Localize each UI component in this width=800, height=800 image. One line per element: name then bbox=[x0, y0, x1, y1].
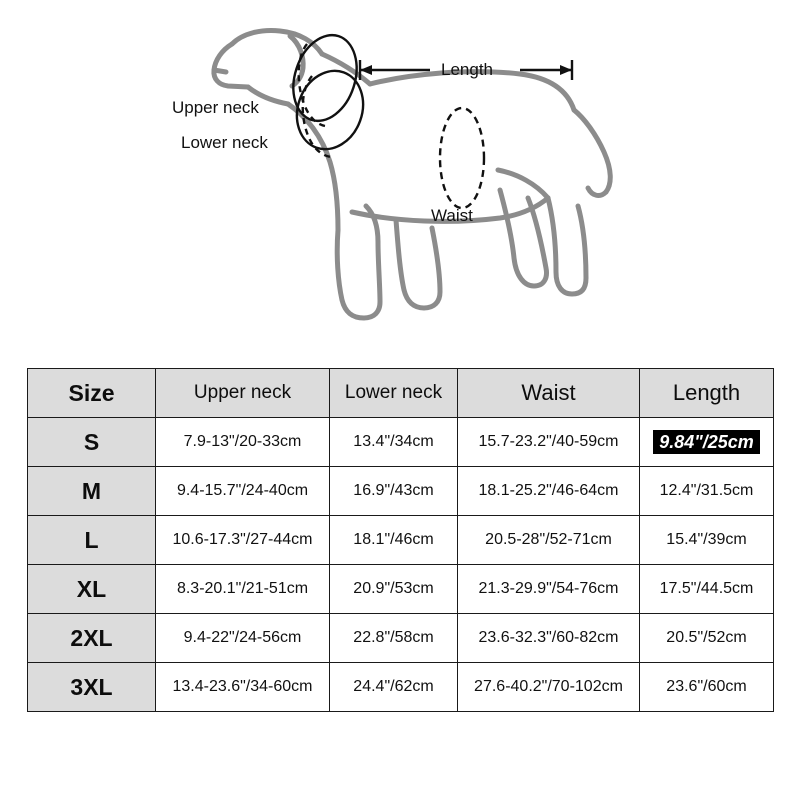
label-waist: Waist bbox=[431, 206, 473, 225]
cell-length: 12.4"/31.5cm bbox=[640, 467, 774, 516]
table-row bbox=[28, 663, 774, 712]
label-lower-neck: Lower neck bbox=[181, 133, 268, 152]
label-upper-neck: Upper neck bbox=[172, 98, 259, 117]
cell-waist: 23.6-32.3"/60-82cm bbox=[458, 614, 640, 663]
table-row bbox=[28, 614, 774, 663]
cell-length: 23.6"/60cm bbox=[640, 663, 774, 712]
header-size: Size bbox=[28, 369, 156, 418]
cell-waist: 21.3-29.9"/54-76cm bbox=[458, 565, 640, 614]
cell-waist: 18.1-25.2"/46-64cm bbox=[458, 467, 640, 516]
table-row bbox=[28, 418, 774, 467]
header-waist: Waist bbox=[458, 369, 640, 418]
cell-lower-neck: 13.4"/34cm bbox=[330, 418, 458, 467]
cell-lower-neck: 20.9"/53cm bbox=[330, 565, 458, 614]
cell-size: XL bbox=[28, 565, 156, 614]
cell-lower-neck: 22.8"/58cm bbox=[330, 614, 458, 663]
cell-upper-neck: 7.9-13"/20-33cm bbox=[156, 418, 330, 467]
cell-upper-neck: 9.4-22"/24-56cm bbox=[156, 614, 330, 663]
length-highlight: 9.84"/25cm bbox=[653, 430, 760, 455]
cell-lower-neck: 24.4"/62cm bbox=[330, 663, 458, 712]
cell-size: M bbox=[28, 467, 156, 516]
cell-upper-neck: 13.4-23.6"/34-60cm bbox=[156, 663, 330, 712]
header-lower-neck: Lower neck bbox=[330, 369, 458, 418]
cell-size: S bbox=[28, 418, 156, 467]
dog-measurement-diagram bbox=[0, 0, 800, 360]
cell-length: 20.5"/52cm bbox=[640, 614, 774, 663]
cell-waist: 20.5-28"/52-71cm bbox=[458, 516, 640, 565]
cell-waist: 15.7-23.2"/40-59cm bbox=[458, 418, 640, 467]
size-table bbox=[27, 368, 774, 712]
dog-outline-illustration bbox=[0, 0, 800, 360]
cell-lower-neck: 18.1"/46cm bbox=[330, 516, 458, 565]
cell-size: L bbox=[28, 516, 156, 565]
cell-length: 15.4"/39cm bbox=[640, 516, 774, 565]
cell-lower-neck: 16.9"/43cm bbox=[330, 467, 458, 516]
header-upper-neck: Upper neck bbox=[156, 369, 330, 418]
cell-upper-neck: 8.3-20.1"/21-51cm bbox=[156, 565, 330, 614]
table-row bbox=[28, 565, 774, 614]
size-table-wrapper bbox=[27, 368, 773, 712]
cell-waist: 27.6-40.2"/70-102cm bbox=[458, 663, 640, 712]
table-row bbox=[28, 467, 774, 516]
cell-length: 17.5"/44.5cm bbox=[640, 565, 774, 614]
label-length: Length bbox=[441, 60, 493, 79]
cell-length bbox=[640, 418, 774, 467]
header-length: Length bbox=[640, 369, 774, 418]
cell-size: 3XL bbox=[28, 663, 156, 712]
table-row bbox=[28, 516, 774, 565]
table-header-row bbox=[28, 369, 774, 418]
cell-upper-neck: 10.6-17.3"/27-44cm bbox=[156, 516, 330, 565]
cell-upper-neck: 9.4-15.7"/24-40cm bbox=[156, 467, 330, 516]
waist-measure-ring bbox=[440, 108, 484, 208]
cell-size: 2XL bbox=[28, 614, 156, 663]
